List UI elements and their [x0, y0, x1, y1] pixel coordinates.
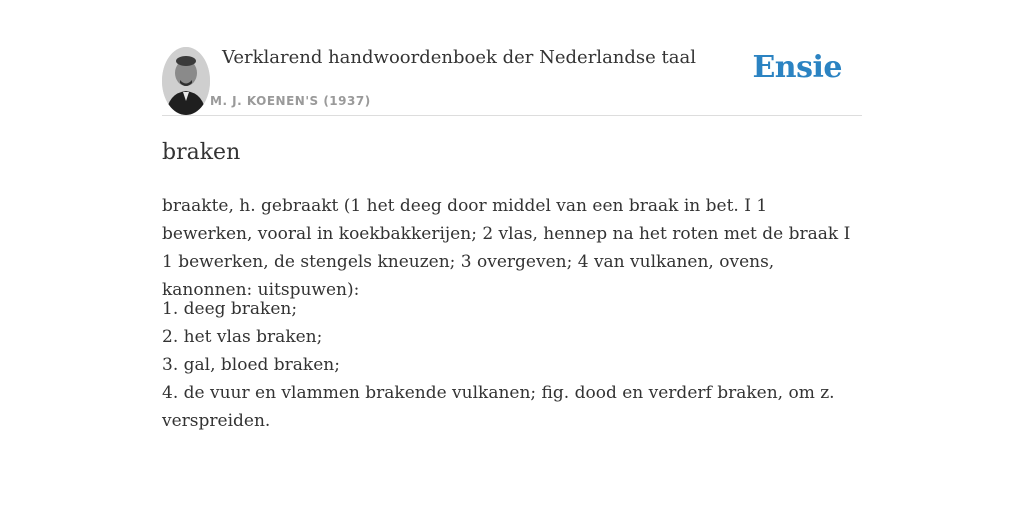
- entry-definition: braakte, h. gebraakt (1 het deeg door middel van een braak in bet. I 1 bewerken, vooral in koekbakkerijen; 2 vlas, hennep na het roten met de braak I 1 bewerken, de stengels kneuzen; 3 overgeven; 4 van vulkanen, ovens, kanonnen: uitspuwen):: [162, 196, 851, 300]
- example-item: 4. de vuur en vlammen brakende vulkanen; fig. dood en verderf braken, om z. verspreiden.: [162, 383, 835, 431]
- ensie-logo-link[interactable]: Ensie: [752, 50, 842, 85]
- book-author: M. J. KOENEN'S (1937): [210, 94, 371, 108]
- author-portrait-icon: [162, 47, 210, 115]
- example-item: 3. gal, bloed braken;: [162, 355, 340, 375]
- book-title[interactable]: Verklarend handwoordenboek der Nederlandse taal: [222, 47, 696, 68]
- entry-examples-list: [162, 295, 862, 435]
- example-item: 1. deeg braken;: [162, 299, 298, 319]
- example-item: 2. het vlas braken;: [162, 327, 323, 347]
- page-header: [162, 40, 862, 116]
- entry-headword: braken: [162, 140, 241, 165]
